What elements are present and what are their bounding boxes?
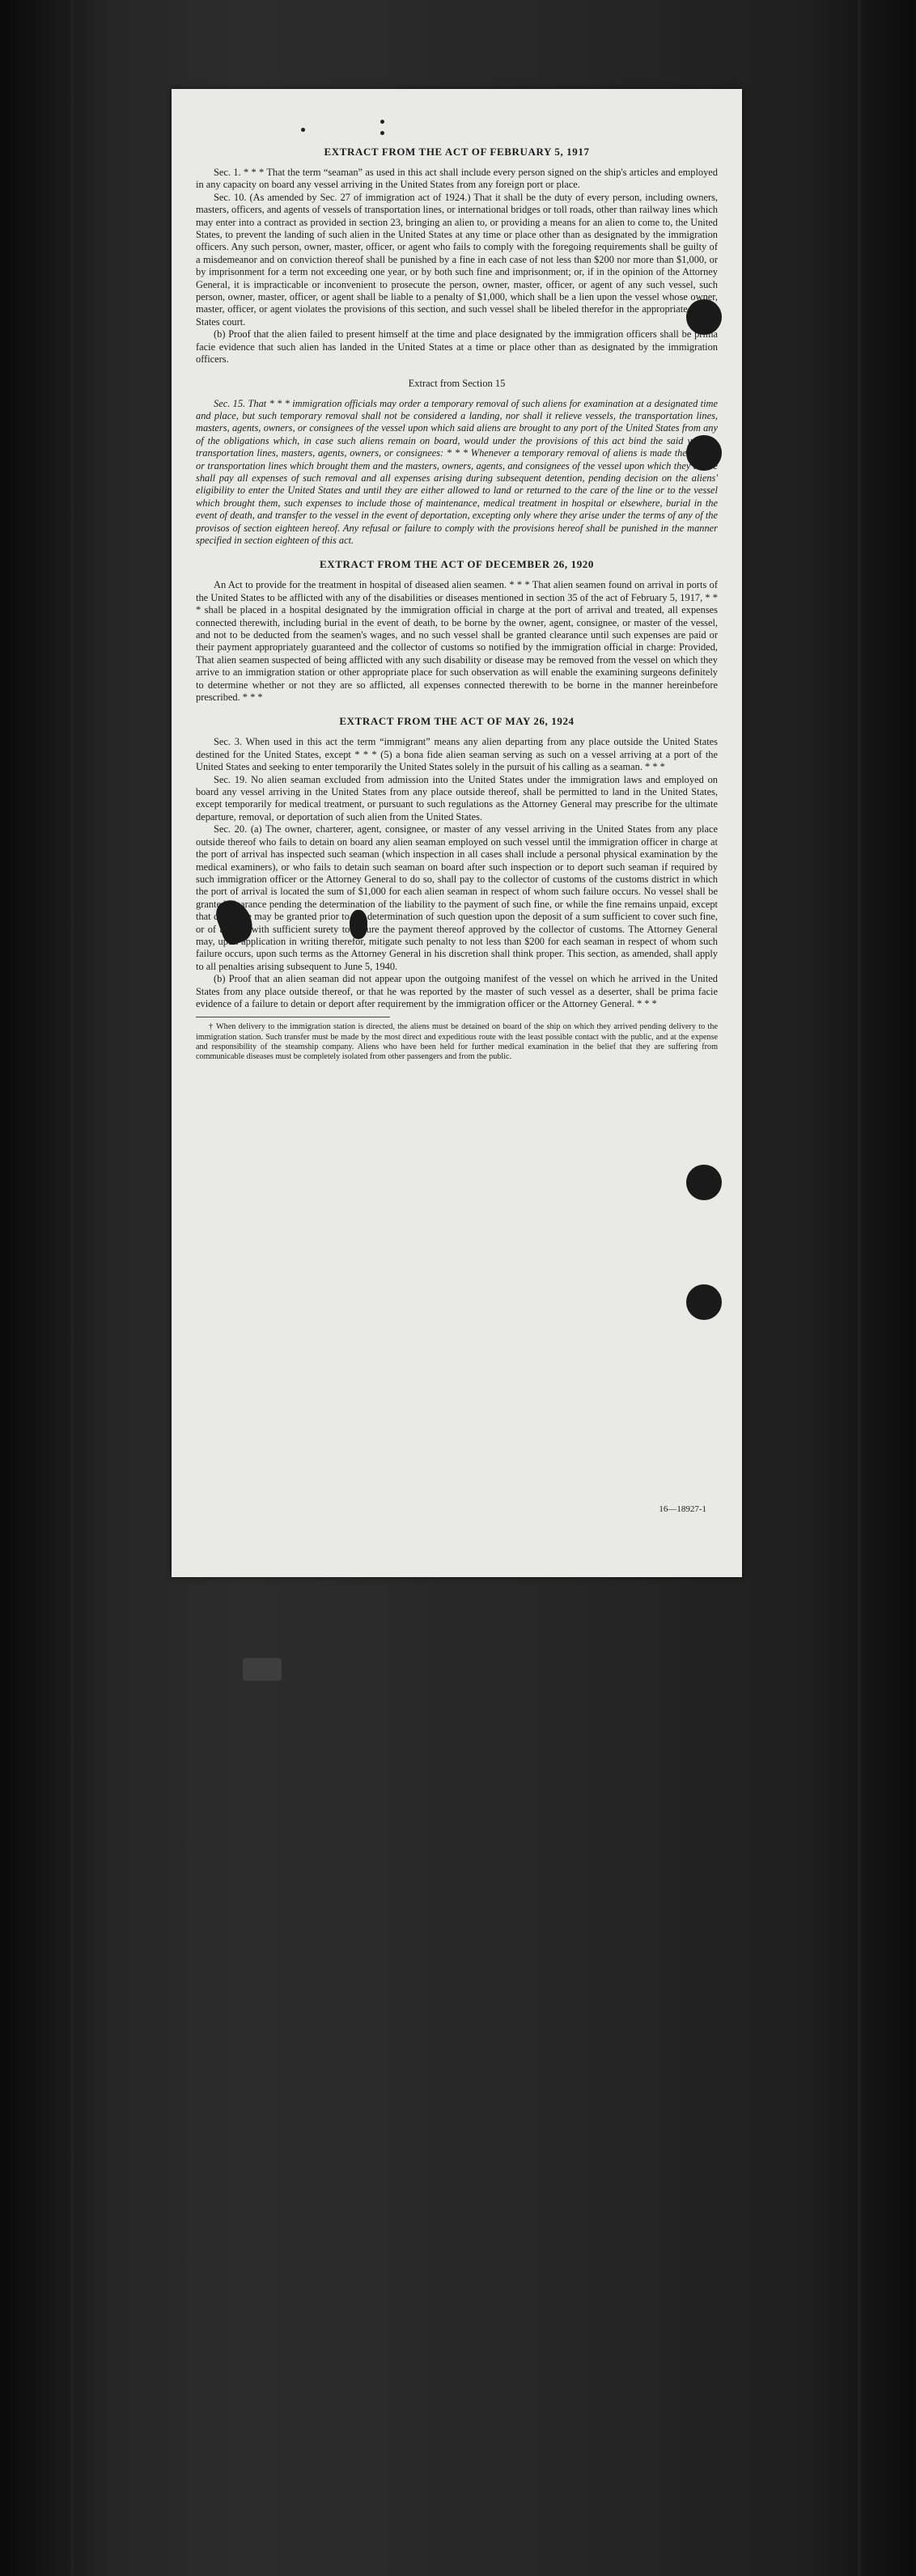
paragraph: Sec. 10. (As amended by Sec. 27 of immigration act of 1924.) That it shall be the duty of every person, including owners, masters, officers, and agents of vessels of transportation lines, or international bridges or toll roads, other than railway lines which may enter into a contract as provided in section 23, bringing an alien to, or providing a means for an alien to come to, the United States, to prevent the landing of such alien in the United States at any time or place other than as designated by the immigration officers. Any such person, owner, master, officer, or agent who fails to comply with the foregoing requirements shall be guilty of a misdemeanor and on conviction thereof shall be punished by a fine in each case of not less than $200 nor more than $1,000, or by imprisonment for a term not exceeding one year, or by both such fine and imprisonment; or, if in the opinion of the Attorney General, it is impracticable or inconvenient to prosecute the person, owner, master, officer, or agent of any such vessel, such person, owner, master, officer, or agent shall be liable to a penalty of $1,000, which shall be a lien upon the vessel whose owner, master, officer, or agent violates the provisions of this section, and such vessel shall be libeled therefor in the appropriate United States court. [196,191,718,328]
specks [380,131,384,135]
paragraph: Sec. 1. * * * That the term “seaman” as used in this act shall include every person signed on the ship's articles and employed in any capacity on board any vessel arriving in the United States from any foreign port or place. [196,167,718,191]
film-streak [858,0,861,2576]
specks [380,120,384,124]
paragraph: Sec. 3. When used in this act the term “immigrant” means any alien departing from any place outside the United States destined for the United States, except * * * (5) a bona fide alien seaman serving as such on a vessel arriving at a port of the United States and seeking to enter temporarily the United States solely in the pursuit of his calling as a seaman. * * * [196,736,718,773]
paragraph: Sec. 19. No alien seaman excluded from admission into the United States under the immigration laws and employed on board any vessel arriving in the United States from any place outside thereof, shall be permitted to land in the United States, except temporarily for medical treatment, or pursuant to such regulations as the Attorney General may prescribe for the ultimate departure, removal, or deportation of such alien from the United States. [196,773,718,823]
page-content [196,146,718,1062]
section-subheading: Extract from Section 15 [408,377,506,389]
punch-hole [686,1284,722,1320]
paragraph: Sec. 15. That * * * immigration officials may order a temporary removal of such aliens for examination at a designated time and place, but such temporary removal shall not be considered a landing, nor shall it relieve vessels, the transportation lines, masters, agents, owners, or consignees of the vessel upon which said aliens are brought to any port of the United States from any of the obligations which, in case such aliens remain on board, would under the provisions of this act bind the said vessels, transportation lines, masters, agents, owners, or consignees: * * * Whenever a temporary removal of aliens is made the vessels or transportation lines which brought them and the masters, owners, agents, and consignees of the vessel upon which they arrive shall pay all expenses of such removal and all expenses arising during subsequent detention, pending decision on the aliens' eligibility to enter the United States and until they are either allowed to land or returned to the care of the line or to the vessel which brought them, such expenses to include those of maintenance, medical treatment in hospital or elsewhere, burial in the event of death, and transfer to the vessel in the event of deportation, excepting only where they arise under the terms of any of the provisos of section eighteen hereof. Any refusal or failure to comply with the provisions hereof shall be punished in the manner specified in section eighteen of this act. [196,397,718,546]
publication-number: 16—18927-1 [659,1504,706,1514]
specks [301,128,305,132]
paragraph: (b) Proof that the alien failed to present himself at the time and place designated by the immigration officers shall be prima facie evidence that such alien has landed in the United States at a time or place other than as designated by the immigration officers. [196,328,718,366]
paragraph: (b) Proof that an alien seaman did not appear upon the outgoing manifest of the vessel on which he arrived in the United States from any place outside thereof, or that he was reported by the master of such vessel as a deserter, shall be prima facie evidence of a failure to detain or deport after requirement by the immigration officer or the Attorney General. * * * [196,973,718,1009]
section-heading: EXTRACT FROM THE ACT OF DECEMBER 26, 1920 [319,558,595,571]
document-page [172,89,742,1577]
footnote: † When delivery to the immigration station is directed, the aliens must be detained on board of the ship on which they arrived pending delivery to the immigration station. Such transfer must be made by the most direct and expeditious route with the least possible contact with the public, and at the expense and responsibility of the steamship company. Aliens who have been held for further medical examination in the belief that they are suffering from communicable diseases must be completely isolated from other passengers and from the public. [196,1022,718,1061]
paragraph: Sec. 20. (a) The owner, charterer, agent, consignee, or master of any vessel arriving in the United States from any place outside thereof who fails to detain on board any alien seaman employed on such vessel until the immigration officer in charge at the port of arrival has inspected such seaman (which inspection in all cases shall include a personal physical examination by the medical examiners), or who fails to detain such seaman on board after such inspection or to deport such seaman if required by such immigration officer or the Attorney General to do so, shall pay to the collector of customs of the customs district in which the port of arrival is located the sum of $1,000 for each alien seaman in respect of whom such failure occurs. No vessel shall be granted clearance pending the determination of the liability to the payment of such fine, or while the fine remains unpaid, except that clearance may be granted prior to the determination of such question upon the deposit of a sum sufficient to cover such fine, or of a bond with sufficient surety to secure the payment thereof approved by the collector of customs. The Attorney General may, upon application in writing therefor, mitigate such penalty to not less than $200 for each seaman in respect of whom such failure occurs, upon such terms as the Attorney General in his discretion shall think proper. This section, as amended, shall apply to all penalties arising subsequent to June 5, 1940. [196,823,718,972]
film-streak [71,0,74,2576]
punch-hole [686,1165,722,1200]
section-heading: EXTRACT FROM THE ACT OF MAY 26, 1924 [339,715,575,728]
section-heading: EXTRACT FROM THE ACT OF FEBRUARY 5, 1917 [324,146,590,158]
paragraph: An Act to provide for the treatment in hospital of diseased alien seamen. * * * That alien seamen found on arrival in ports of the United States to be afflicted with any of the disabilities or diseases mentioned in section 35 of the act of February 5, 1917, * * * shall be placed in a hospital designated by the immigration official in charge at the port of arrival and treated, all expenses connected therewith, including burial in the event of death, to be borne by the owner, agent, consignee, or master of the vessel, and not to be deducted from the seamen's wages, and no such vessel shall be granted clearance until such expenses are paid or their payment appropriately guaranteed and the collector of customs so notified by the immigration official in charge: Provided, That alien seamen suspected of being afflicted with any such disability or disease may be removed from the vessel on which they arrive to an immigration station or other appropriate place for such observation as will enable the examining surgeons definitely to determine whether or not they are so afflicted, all expenses connected therewith to be borne in the manner hereinbefore prescribed. * * * [196,579,718,704]
film-artifact [243,1658,282,1681]
